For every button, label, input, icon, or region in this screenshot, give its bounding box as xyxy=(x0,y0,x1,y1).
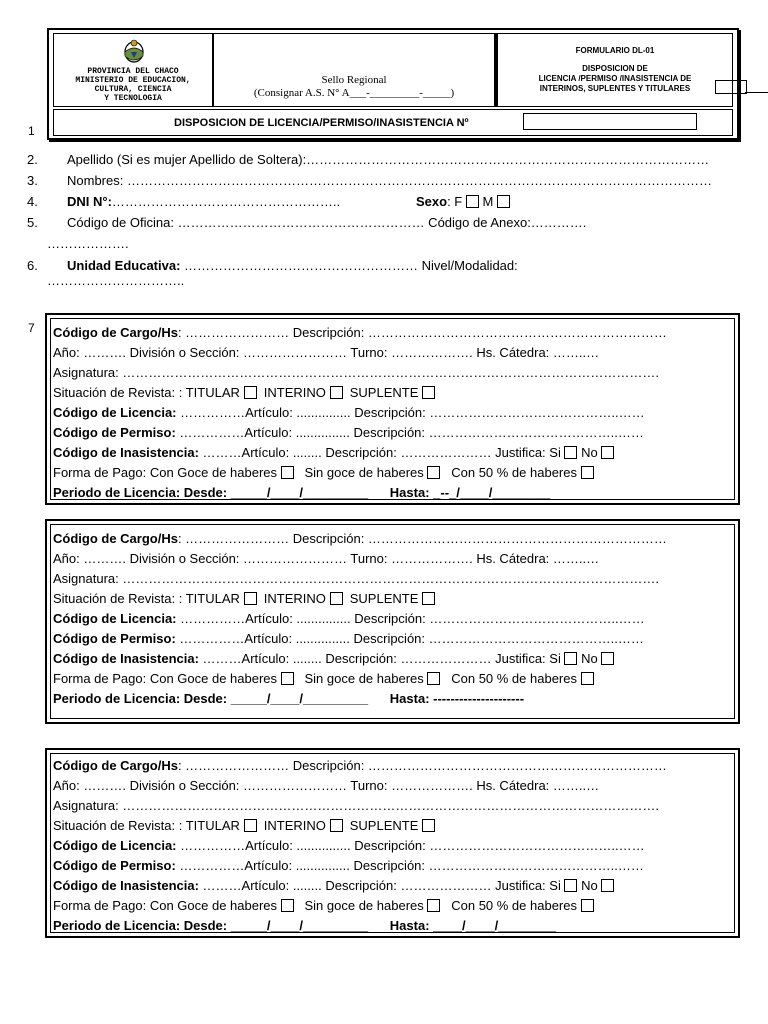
hasta-label: Hasta xyxy=(389,918,426,933)
form-header xyxy=(47,28,739,140)
titular-checkbox[interactable] xyxy=(244,386,257,399)
form-code-cell xyxy=(498,34,733,106)
cargo-label: Código de Cargo/Hs xyxy=(53,325,178,340)
dni-row xyxy=(67,194,340,209)
interino-checkbox[interactable] xyxy=(330,592,343,605)
situacion-titular-label: Situación de Revista: : TITULAR xyxy=(53,818,240,833)
sin-goce-label: Sin goce de haberes xyxy=(304,898,424,913)
con50-label: Con 50 % de haberes xyxy=(451,898,577,913)
nombres-field[interactable]: Nombres: ……………………………………………………………………………………………………………………… xyxy=(67,173,712,188)
ministry-line-4: Y TECNOLOGIA xyxy=(104,94,162,103)
periodo-row xyxy=(53,485,550,500)
licencia-field[interactable]: ……………Artículo: ............... Descripción: ……………………………………..…… xyxy=(176,611,645,626)
item-number-3: 3. xyxy=(27,173,38,188)
form-line-2: LICENCIA /PERMISO /INASISTENCIA DE xyxy=(538,74,692,83)
ministry-line-3: CULTURA, CIENCIA xyxy=(94,85,172,94)
sello-regional xyxy=(214,74,494,100)
permiso-row xyxy=(53,631,644,646)
inasistencia-label: Código de Inasistencia: xyxy=(53,878,199,893)
header-row xyxy=(53,33,733,107)
asignatura-row[interactable]: Asignatura: ……………………………………………………………………………………………………………. xyxy=(53,365,659,380)
licencia-row xyxy=(53,611,645,626)
cargo-field[interactable]: : …………………… Descripción: …………………………………………………………… xyxy=(177,758,667,773)
asignatura-row[interactable]: Asignatura: ……………………………………………………………………………………………………………. xyxy=(53,571,659,586)
periodo-label: Periodo de Licencia: Desde xyxy=(53,485,223,500)
sin-goce-label: Sin goce de haberes xyxy=(304,465,424,480)
pago-row xyxy=(53,465,594,480)
titular-checkbox[interactable] xyxy=(244,819,257,832)
licencia-row xyxy=(53,405,645,420)
dni-label: DNI N°: xyxy=(67,194,112,209)
anio-row[interactable]: Año: ………. División o Sección: …………………… Turno: ………………. Hs. Cátedra: ……..… xyxy=(53,778,600,793)
con50-label: Con 50 % de haberes xyxy=(451,465,577,480)
inasistencia-field[interactable]: ………Artículo: ........ Descripción: ………………… Justifica: Si xyxy=(198,445,561,460)
cargo-row xyxy=(53,325,667,340)
inasistencia-field[interactable]: ………Artículo: ........ Descripción: ………………… Justifica: Si xyxy=(198,651,561,666)
cargo-label: Código de Cargo/Hs xyxy=(53,531,178,546)
licencia-field[interactable]: ……………Artículo: ............... Descripción: ……………………………………..…… xyxy=(176,838,645,853)
justifica-no-checkbox[interactable] xyxy=(601,879,614,892)
con-goce-checkbox[interactable] xyxy=(281,672,294,685)
situacion-row xyxy=(53,385,435,400)
disposition-number-input[interactable] xyxy=(523,113,697,130)
disposition-title: DISPOSICION DE LICENCIA/PERMISO/INASISTENCIA Nº xyxy=(174,117,469,129)
licencia-block-3 xyxy=(45,748,740,938)
sin-goce-checkbox[interactable] xyxy=(427,899,440,912)
suplente-checkbox[interactable] xyxy=(422,386,435,399)
inasistencia-row xyxy=(53,651,614,666)
anio-row[interactable]: Año: ………. División o Sección: …………………… Turno: ………………. Hs. Cátedra: ……..… xyxy=(53,551,600,566)
sexo-m-label: M xyxy=(482,194,494,209)
hasta-field[interactable]: : _--_/____/________ xyxy=(425,485,551,500)
cargo-row xyxy=(53,531,667,546)
suplente-label: SUPLENTE xyxy=(349,818,419,833)
justifica-no-label: No xyxy=(581,651,598,666)
suplente-checkbox[interactable] xyxy=(422,819,435,832)
suplente-label: SUPLENTE xyxy=(349,591,419,606)
situacion-titular-label: Situación de Revista: : TITULAR xyxy=(53,591,240,606)
sello-cell xyxy=(214,34,498,106)
licencia-block-2 xyxy=(45,519,740,724)
justifica-si-checkbox[interactable] xyxy=(564,446,577,459)
licencia-field[interactable]: ……………Artículo: ............... Descripción: ……………………………………..…… xyxy=(176,405,645,420)
licencia-label: Código de Licencia: xyxy=(53,405,177,420)
con50-label: Con 50 % de haberes xyxy=(451,671,577,686)
justifica-no-checkbox[interactable] xyxy=(601,446,614,459)
sin-goce-label: Sin goce de haberes xyxy=(304,671,424,686)
oficina-anexo-field[interactable]: Código de Oficina: ………………………………………………… Código de Anexo:…………. xyxy=(67,215,587,230)
hasta-label: Hasta xyxy=(389,485,426,500)
ministry-line-2: MINISTERIO DE EDUCACION, xyxy=(75,76,191,85)
unidad-field[interactable]: ……………………………………………… Nivel/Modalidad: xyxy=(180,258,518,273)
sexo-f-label: : F xyxy=(447,194,463,209)
periodo-label: Periodo de Licencia: Desde xyxy=(53,918,223,933)
interino-checkbox[interactable] xyxy=(330,386,343,399)
licencia-row xyxy=(53,838,645,853)
cargo-label: Código de Cargo/Hs xyxy=(53,758,178,773)
hasta-label: Hasta xyxy=(389,691,426,706)
apellido-field[interactable]: Apellido (Si es mujer Apellido de Soltera):………………………………………………………………………………… xyxy=(67,152,710,167)
row-number-1: 1 xyxy=(28,124,35,138)
desde-field[interactable]: : _____/____/_________ xyxy=(222,918,369,933)
justifica-no-label: No xyxy=(581,878,598,893)
titular-checkbox[interactable] xyxy=(244,592,257,605)
cargo-field[interactable]: : …………………… Descripción: …………………………………………………………… xyxy=(177,325,667,340)
unidad-label: Unidad Educativa: xyxy=(67,258,181,273)
permiso-label: Código de Permiso: xyxy=(53,631,176,646)
sello-subtitle: (Consignar A.S. N° A___-_________-_____) xyxy=(253,87,455,99)
con-goce-label: Forma de Pago: Con Goce de haberes xyxy=(53,465,278,480)
con-goce-label: Forma de Pago: Con Goce de haberes xyxy=(53,898,278,913)
item-number-7: 7 xyxy=(28,321,35,335)
hasta-field[interactable]: : --------------------- xyxy=(425,691,525,706)
interino-label: INTERINO xyxy=(263,818,326,833)
periodo-row xyxy=(53,691,524,706)
form-code: FORMULARIO DL-01 xyxy=(575,46,655,55)
sin-goce-checkbox[interactable] xyxy=(427,466,440,479)
periodo-row xyxy=(53,918,556,933)
justifica-si-checkbox[interactable] xyxy=(564,879,577,892)
inasistencia-row xyxy=(53,878,614,893)
licencia-label: Código de Licencia: xyxy=(53,611,177,626)
permiso-label: Código de Permiso: xyxy=(53,858,176,873)
cargo-row xyxy=(53,758,667,773)
ministry-line-1: PROVINCIA DEL CHACO xyxy=(87,67,179,76)
item-number-2: 2. xyxy=(27,152,38,167)
pago-row xyxy=(53,898,594,913)
asignatura-row[interactable]: Asignatura: ……………………………………………………………………………………………………………. xyxy=(53,798,659,813)
licencia-block-1 xyxy=(45,313,740,505)
anexo-continuation[interactable]: ………………. xyxy=(47,236,129,251)
sin-goce-checkbox[interactable] xyxy=(427,672,440,685)
inasistencia-row xyxy=(53,445,614,460)
nivel-continuation[interactable]: ………………………….. xyxy=(47,273,185,288)
disposition-row xyxy=(53,109,733,136)
permiso-field[interactable]: ……………Artículo: ............... Descripción: ……………………………………..…… xyxy=(175,425,644,440)
interino-checkbox[interactable] xyxy=(330,819,343,832)
desde-field[interactable]: : _____/____/_________ xyxy=(222,485,369,500)
sexo-m-checkbox[interactable] xyxy=(497,195,510,208)
situacion-row xyxy=(53,591,435,606)
pointer-line xyxy=(745,92,768,93)
item-number-6: 6. xyxy=(27,258,38,273)
ministry-cell xyxy=(53,34,214,106)
permiso-label: Código de Permiso: xyxy=(53,425,176,440)
ministry-name xyxy=(54,67,212,103)
sexo-f-checkbox[interactable] xyxy=(466,195,479,208)
permiso-field[interactable]: ……………Artículo: ............... Descripción: ……………………………………..…… xyxy=(175,858,644,873)
con50-checkbox[interactable] xyxy=(581,899,594,912)
form-line-1: DISPOSICION DE xyxy=(582,64,648,73)
situacion-row xyxy=(53,818,435,833)
interino-label: INTERINO xyxy=(263,385,326,400)
inasistencia-field[interactable]: ………Artículo: ........ Descripción: ………………… Justifica: Si xyxy=(198,878,561,893)
inasistencia-label: Código de Inasistencia: xyxy=(53,651,199,666)
type-checkbox[interactable] xyxy=(715,80,747,94)
item-number-4: 4. xyxy=(27,194,38,209)
con50-checkbox[interactable] xyxy=(581,672,594,685)
dni-field[interactable]: …………………………………………….. xyxy=(111,194,341,209)
hasta-field[interactable]: : ____/____/________ xyxy=(425,918,557,933)
desde-field[interactable]: : _____/____/_________ xyxy=(222,691,369,706)
interino-label: INTERINO xyxy=(263,591,326,606)
form-title xyxy=(498,46,732,94)
province-crest-icon xyxy=(121,38,147,64)
sexo-label: Sexo xyxy=(416,194,448,209)
sexo-row xyxy=(416,194,510,209)
suplente-checkbox[interactable] xyxy=(422,592,435,605)
justifica-no-checkbox[interactable] xyxy=(601,652,614,665)
situacion-titular-label: Situación de Revista: : TITULAR xyxy=(53,385,240,400)
permiso-row xyxy=(53,425,644,440)
form-line-3: INTERINOS, SUPLENTES Y TITULARES xyxy=(539,84,691,93)
inasistencia-label: Código de Inasistencia: xyxy=(53,445,199,460)
permiso-field[interactable]: ……………Artículo: ............... Descripción: ……………………………………..…… xyxy=(175,631,644,646)
con50-checkbox[interactable] xyxy=(581,466,594,479)
unidad-row xyxy=(67,258,518,273)
item-number-5: 5. xyxy=(27,215,38,230)
justifica-si-checkbox[interactable] xyxy=(564,652,577,665)
cargo-field[interactable]: : …………………… Descripción: …………………………………………………………… xyxy=(177,531,667,546)
periodo-label: Periodo de Licencia: Desde xyxy=(53,691,223,706)
licencia-label: Código de Licencia: xyxy=(53,838,177,853)
sello-title: Sello Regional xyxy=(321,74,387,86)
anio-row[interactable]: Año: ………. División o Sección: …………………… Turno: ………………. Hs. Cátedra: ……..… xyxy=(53,345,600,360)
pago-row xyxy=(53,671,594,686)
justifica-no-label: No xyxy=(581,445,598,460)
suplente-label: SUPLENTE xyxy=(349,385,419,400)
permiso-row xyxy=(53,858,644,873)
con-goce-checkbox[interactable] xyxy=(281,899,294,912)
con-goce-label: Forma de Pago: Con Goce de haberes xyxy=(53,671,278,686)
con-goce-checkbox[interactable] xyxy=(281,466,294,479)
